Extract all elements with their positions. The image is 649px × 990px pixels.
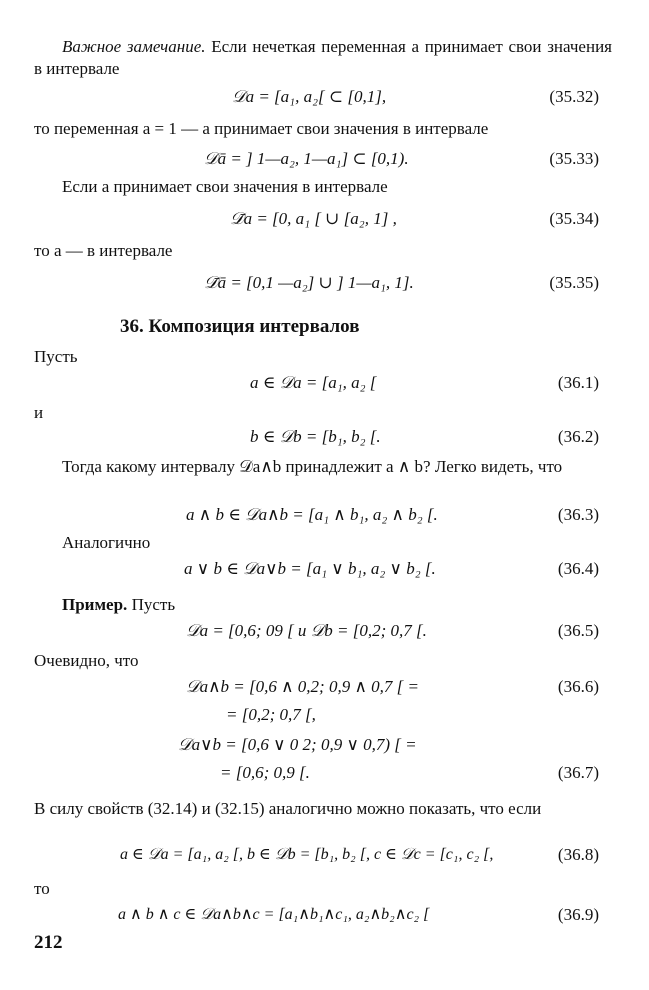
equation-number-36-8: (36.8) xyxy=(557,845,599,864)
paragraph-and: и xyxy=(34,403,44,422)
section-heading: 36. Композиция интервалов xyxy=(120,316,360,337)
equation-36-9: a ∧ b ∧ c ∈ 𝒟a∧b∧c = [a₁∧b₁∧c₁, a₂∧b₂∧c₂ [ xyxy=(118,906,430,923)
equation-36-2: b ∈ 𝒟b = [b₁, b₂ [. xyxy=(250,427,381,446)
equation-number-35-34: (35.34) xyxy=(549,209,599,228)
equation-number-35-35: (35.35) xyxy=(549,273,599,292)
paragraph-then-a: то a — в интервале xyxy=(34,241,173,260)
equation-number-36-2: (36.2) xyxy=(557,427,599,446)
equation-36-6: 𝒟a∧b = [0,6 ∧ 0,2; 0,9 ∧ 0,7 [ = xyxy=(186,677,419,696)
example-text: Пусть xyxy=(131,595,176,614)
equation-number-36-6: (36.6) xyxy=(557,677,599,696)
paragraph-complement: то переменная a = 1 — a принимает свои значения в интервале xyxy=(34,119,489,138)
equation-36-6-line2: = [0,2; 0,7 [, xyxy=(226,705,316,724)
equation-number-36-4: (36.4) xyxy=(557,559,599,578)
paragraph-let: Пусть xyxy=(34,347,78,366)
equation-35-33: 𝒟ā = ] 1—a₂, 1—a₁] ⊂ [0,1). xyxy=(204,149,409,168)
equation-36-7-line1: 𝒟a∨b = [0,6 ∨ 0 2; 0,9 ∨ 0,7) [ = xyxy=(178,735,417,754)
equation-36-5: 𝒟a = [0,6; 09 [ и 𝒟b = [0,2; 0,7 [. xyxy=(186,621,427,640)
equation-36-1: a ∈ 𝒟a = [a₁, a₂ [ xyxy=(250,373,377,392)
equation-36-8: a ∈ 𝒟a = [a₁, a₂ [, b ∈ 𝒟b = [b₁, b₂ [, c ∈ 𝒟c = [c₁, c₂ [, xyxy=(120,846,494,863)
paragraph-by-properties: В силу свойств (32.14) и (32.15) аналогично можно показать, что если xyxy=(34,799,542,818)
paragraph-question: Тогда какому интервалу 𝒟a∧b принадлежит a ∧ b? Легко видеть, что xyxy=(62,457,563,476)
equation-36-3: a ∧ b ∈ 𝒟a∧b = [a₁ ∧ b₁, a₂ ∧ b₂ [. xyxy=(186,505,438,524)
equation-number-36-3: (36.3) xyxy=(557,505,599,524)
paragraph-similarly: Аналогично xyxy=(62,533,151,552)
equation-number-36-9: (36.9) xyxy=(557,905,599,924)
paragraph-example xyxy=(34,594,612,616)
note-text: Если нечеткая переменная a принимает свои значения в интервале xyxy=(34,37,612,78)
example-label: Пример. xyxy=(62,595,128,614)
page-number: 212 xyxy=(34,932,63,953)
note-label: Важное замечание. xyxy=(62,37,206,56)
equation-36-4: a ∨ b ∈ 𝒟a∨b = [a₁ ∨ b₁, a₂ ∨ b₂ [. xyxy=(184,559,436,578)
equation-number-36-5: (36.5) xyxy=(557,621,599,640)
equation-35-35: 𝒟̄ā = [0,1 —a₂] ∪ ] 1—a₁, 1]. xyxy=(204,273,414,292)
equation-number-35-33: (35.33) xyxy=(549,149,599,168)
equation-35-32: 𝒟a = [a₁, a₂[ ⊂ [0,1], xyxy=(232,87,387,106)
paragraph-then: то xyxy=(34,879,50,898)
paragraph-obviously: Очевидно, что xyxy=(34,651,139,670)
equation-number-35-32: (35.32) xyxy=(549,87,599,106)
equation-36-7: = [0,6; 0,9 [. xyxy=(220,763,310,782)
paragraph-if-a: Если a принимает свои значения в интервале xyxy=(62,177,388,196)
equation-35-34: 𝒟̄a = [0, a₁ [ ∪ [a₂, 1] , xyxy=(230,209,397,228)
equation-number-36-7: (36.7) xyxy=(557,763,599,782)
equation-number-36-1: (36.1) xyxy=(557,373,599,392)
paragraph-important-note xyxy=(34,36,612,80)
